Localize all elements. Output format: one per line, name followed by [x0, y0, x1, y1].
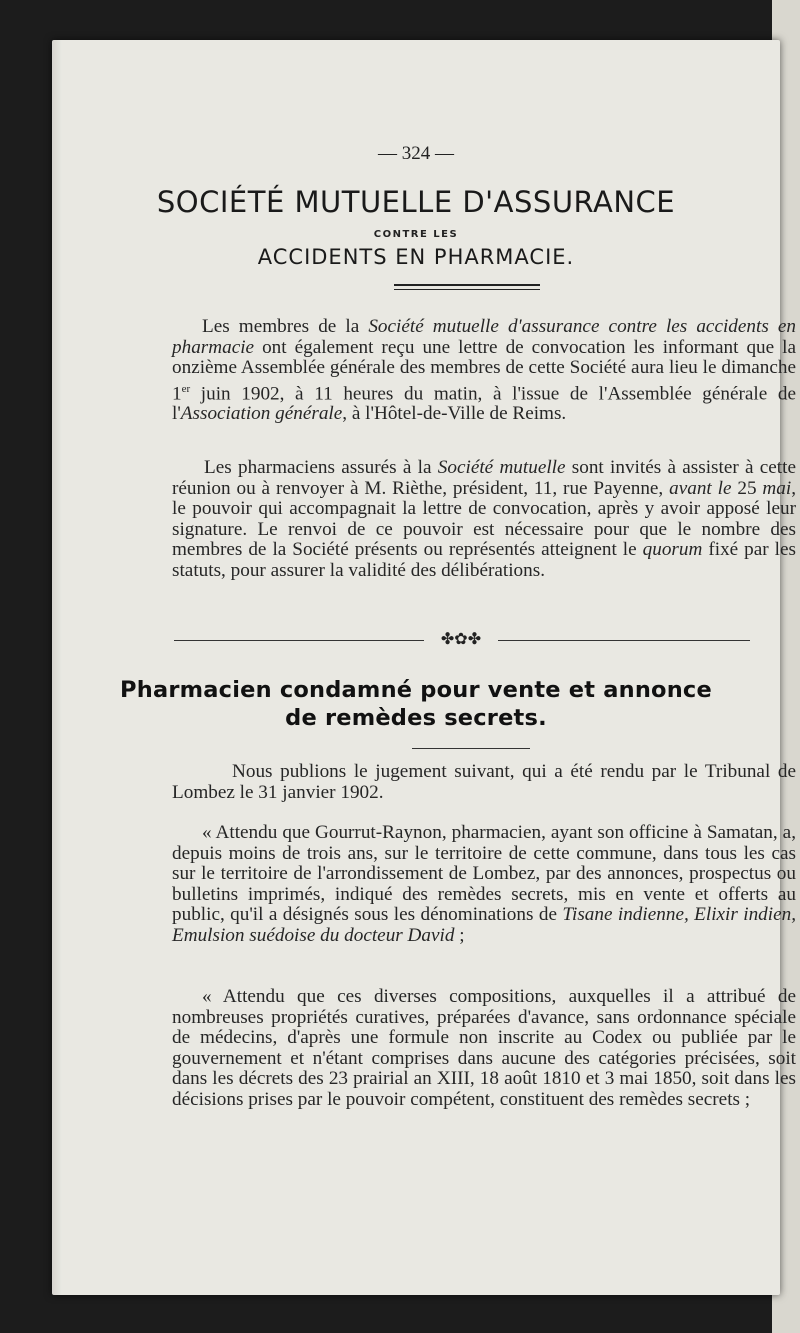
text: ont également reçu une lettre de convocation les informant que la onzième Assemblée générale des membres de cette Société aura lieu le dimanche 1 — [172, 336, 796, 404]
article-heading — [52, 676, 780, 732]
text: Les pharmaciens assurés à la — [204, 457, 438, 478]
section-ornament: ✤✿✤ — [440, 629, 482, 648]
text: 25 — [731, 477, 763, 499]
title-double-rule-top — [394, 284, 540, 286]
text: , à l'Hôtel-de-Ville de Reims. — [342, 403, 567, 425]
society-subtitle-accidents: ACCIDENTS EN PHARMACIE. — [257, 245, 575, 269]
italic-text: mai — [762, 477, 792, 499]
italic-text: Société mutuelle — [437, 457, 566, 478]
association-name-italic: Association générale — [180, 403, 343, 425]
paragraph-assembly-notice — [172, 317, 796, 425]
society-subtitle-contre-les: CONTRE LES — [373, 229, 459, 240]
paragraph-judgment-intro: Nous publions le jugement suivant, qui a été rendu par le Tribunal de Lombez le 31 janvier 1902. — [172, 761, 796, 803]
title-double-rule-bottom — [394, 289, 540, 290]
paragraph-attendu-2: « Attendu que ces diverses compositions, auxquelles il a attribué de nombreuses propriétés curatives, préparées d'avance, sans ordonnance spéciale de médecins, d'après une formule non inscrite au Codex ou publiée par le gouvernement et n'étant comprises dans aucune des catégories précisées, soit dans les décrets des 23 prairial an XIII, 18 août 1810 et 3 mai 1850, soit dans les décisions prises par le pouvoir compétent, constituent des remèdes secrets ; — [172, 986, 796, 1110]
paragraph-attendu-1 — [172, 823, 796, 946]
paragraph-proxy-instructions — [172, 458, 796, 581]
italic-text: avant le — [669, 477, 732, 499]
ornament-rule-left — [174, 640, 424, 641]
text: juin 1902, à 11 heures du matin, à l'issue de l'Assemblée générale de l' — [172, 382, 796, 425]
text: « Attendu que Gourrut-Raynon, pharmacien, ayant son officine à Samatan, a, depuis moins de trois ans, sur le territoire de cette commune, dans tous les cas sur le territoire de l'arrondissement de Lombez, par des annonces, prospectus ou bulletins imprimés, indiqué des remèdes secrets, mis en vente et offerts au public, qu'il a désignés sous les dénominations de — [172, 822, 796, 925]
article-heading-line-2: de remèdes secrets. — [285, 705, 547, 731]
ornament-rule-right — [498, 640, 750, 641]
text: sont invités à assister à cette réunion ou à renvoyer à M. Rièthe, président, 11, rue Payenne, — [172, 457, 796, 499]
product-names-italic: Tisane indienne, Elixir indien, Emulsion suédoise du docteur David — [172, 904, 797, 946]
book-page — [52, 40, 797, 1295]
society-name-italic: Société mutuelle d'assurance contre les accidents en pharmacie — [172, 316, 796, 358]
text: , le pouvoir qui accompagnait la lettre de convocation, après y avoir apposé leur signature. Le renvoi de ce pouvoir est nécessaire pour que le nombre des membres de la Société présents ou représentés atteignent le — [172, 477, 796, 560]
text: fixé par les statuts, pour assurer la validité des délibérations. — [172, 539, 796, 581]
superscript: er — [181, 382, 191, 395]
italic-text: quorum — [642, 539, 703, 560]
text: Les membres de la — [202, 316, 369, 337]
article-heading-rule — [412, 748, 530, 749]
page-number: — 324 — — [378, 143, 454, 164]
society-title: SOCIÉTÉ MUTUELLE D'ASSURANCE — [156, 185, 676, 219]
text: ; — [454, 924, 465, 946]
article-heading-line-1: Pharmacien condamné pour vente et annonce — [120, 677, 712, 703]
